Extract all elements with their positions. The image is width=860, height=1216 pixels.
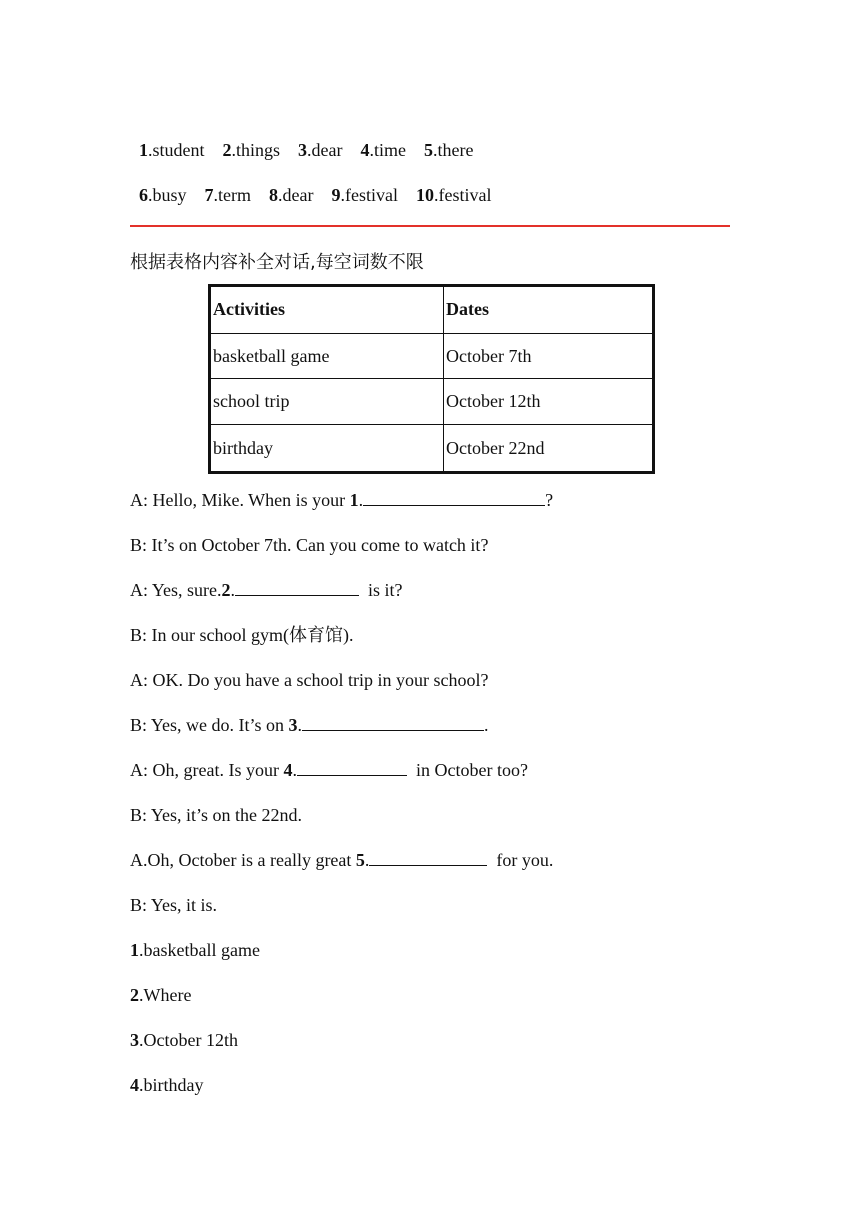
answer-number: 1 — [139, 140, 148, 160]
dialogue-line-2 — [130, 534, 488, 556]
answer-number: 6 — [139, 185, 148, 205]
answer-number: 2 — [130, 985, 139, 1005]
answer-row-1 — [130, 117, 473, 161]
dialogue-text: A: Oh, great. Is your — [130, 760, 284, 780]
dialogue-text: B: Yes, it’s on the 22nd. — [130, 805, 303, 825]
blank-number: 1 — [349, 490, 359, 510]
answer-number: 4 — [130, 1075, 139, 1095]
dialogue-text: B: Yes, it is. — [130, 895, 218, 915]
table-cell: October 12th — [444, 379, 654, 425]
answer-item — [130, 1074, 204, 1096]
answer-row-2 — [130, 162, 491, 206]
table-row — [210, 425, 654, 473]
dialogue-text: B: In our school gym(体育馆). — [130, 625, 354, 645]
dialogue-text: B: It’s on October 7th. Can you come to watch it? — [130, 535, 489, 555]
blank-number: 2 — [221, 580, 231, 600]
blank-number: 4 — [283, 760, 293, 780]
dialogue-line-1: A: Hello, Mike. When is your 1. ? — [130, 490, 554, 510]
answer-blank[interactable] — [302, 714, 484, 731]
dialogue-text: ? — [545, 490, 554, 510]
dialogue-line-3: A: Yes, sure.2. is it? — [130, 580, 403, 600]
answer-text: .dear — [278, 185, 314, 205]
instruction-text: 根据表格内容补全对话,每空词数不限 — [130, 252, 424, 273]
dialogue-line-6: B: Yes, we do. It’s on 3. . — [130, 715, 489, 735]
table-cell: birthday — [210, 425, 444, 473]
dialogue-line-9: A.Oh, October is a really great 5. for you. — [130, 850, 554, 870]
answer-item — [130, 939, 260, 961]
table-cell: school trip — [210, 379, 444, 425]
section-divider — [130, 225, 730, 227]
dialogue-text: for you. — [487, 850, 554, 870]
answer-text: .Where — [139, 985, 192, 1005]
dialogue-text: A: Hello, Mike. When is your — [130, 490, 350, 510]
answer-text: .dear — [307, 140, 343, 160]
answer-text: .term — [213, 185, 252, 205]
dialogue-text: A.Oh, October is a really great — [130, 850, 356, 870]
answer-text: .student — [148, 140, 205, 160]
answer-number: 5 — [424, 140, 433, 160]
answer-text: .time — [369, 140, 406, 160]
answer-blank[interactable] — [363, 489, 545, 506]
answer-blank[interactable] — [297, 759, 407, 776]
answer-number: 9 — [331, 185, 341, 205]
blank-number: 3 — [288, 715, 298, 735]
dialogue-text: . — [484, 715, 489, 735]
answer-text: .there — [433, 140, 474, 160]
activities-table — [208, 284, 655, 474]
table-header-row — [210, 286, 654, 334]
answer-number: 8 — [269, 185, 279, 205]
answer-text: .things — [231, 140, 281, 160]
answer-text: .October 12th — [139, 1030, 238, 1050]
table-cell: October 22nd — [444, 425, 654, 473]
dialogue-text: in October too? — [406, 760, 528, 780]
answer-item — [130, 984, 191, 1006]
answer-number: 3 — [298, 140, 308, 160]
blank-number: 5 — [355, 850, 365, 870]
answer-number: 4 — [360, 140, 370, 160]
answer-text: .festival — [340, 185, 398, 205]
table-cell: basketball game — [210, 333, 444, 379]
dialogue-text: A: Yes, sure. — [130, 580, 222, 600]
answer-item — [130, 1029, 238, 1051]
answer-number: 1 — [130, 940, 139, 960]
answer-blank[interactable] — [369, 849, 487, 866]
answer-blank[interactable] — [235, 579, 359, 596]
dialogue-text: B: Yes, we do. It’s on — [130, 715, 289, 735]
dialogue-line-4 — [130, 624, 353, 646]
table-row — [210, 333, 654, 379]
dialogue-line-5 — [130, 669, 488, 691]
table-row — [210, 379, 654, 425]
answer-text: .birthday — [139, 1075, 204, 1095]
dialogue-text: A: OK. Do you have a school trip in your school? — [130, 670, 489, 690]
dialogue-line-10 — [130, 894, 217, 916]
answer-number: 2 — [222, 140, 232, 160]
table-header-cell: Activities — [210, 286, 444, 334]
dialogue-text: is it? — [359, 580, 403, 600]
answer-number: 7 — [204, 185, 214, 205]
table-header-cell: Dates — [444, 286, 654, 334]
answer-text: .basketball game — [139, 940, 260, 960]
dialogue-line-8 — [130, 804, 302, 826]
answer-text: .festival — [433, 185, 492, 205]
answer-text: .busy — [148, 185, 187, 205]
answer-number: 10 — [415, 185, 434, 205]
table-cell: October 7th — [444, 333, 654, 379]
dialogue-line-7: A: Oh, great. Is your 4. in October too? — [130, 760, 528, 780]
answer-number: 3 — [130, 1030, 139, 1050]
